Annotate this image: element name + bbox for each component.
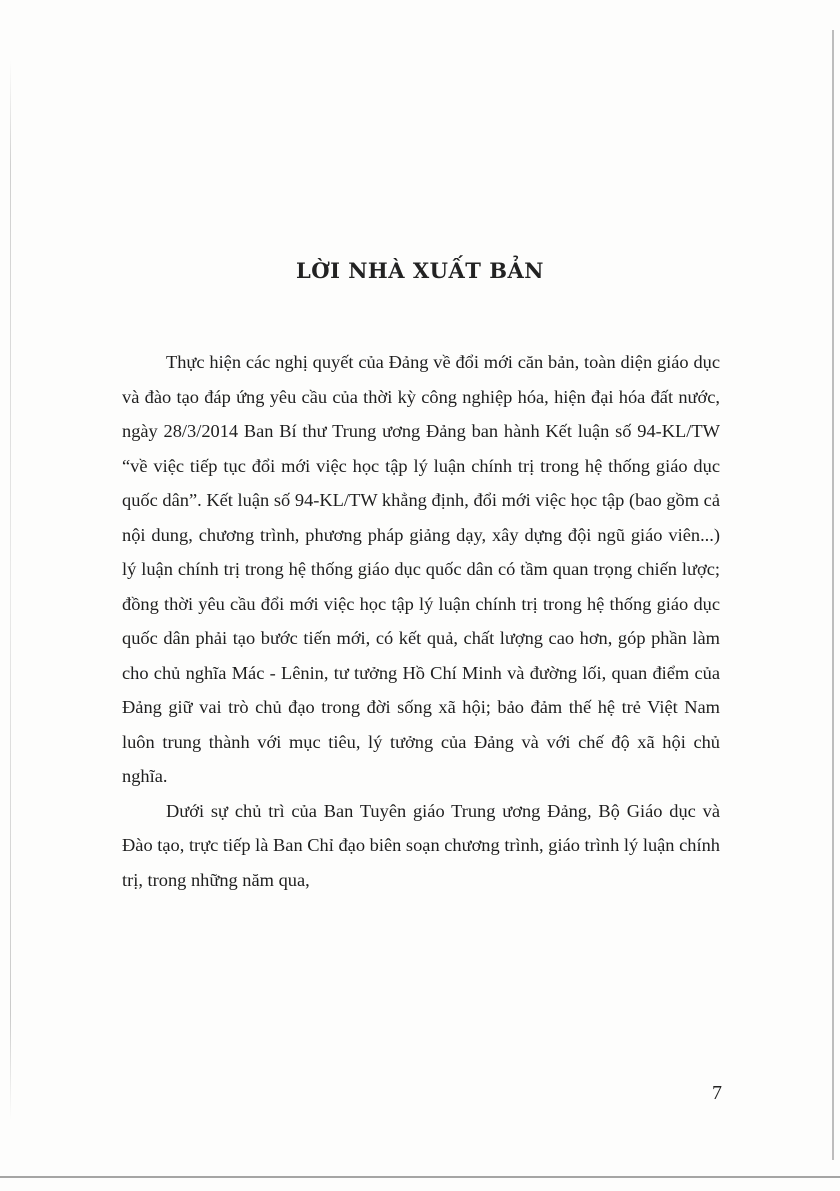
page-number: 7 [712, 1082, 722, 1104]
scan-edge-bottom [0, 1176, 840, 1178]
body-text [122, 345, 720, 897]
scan-edge-right [832, 30, 834, 1160]
scan-edge-left [10, 60, 11, 1120]
paragraph-2: Dưới sự chủ trì của Ban Tuyên giáo Trung ương Đảng, Bộ Giáo dục và Đào tạo, trực tiếp là Ban Chỉ đạo biên soạn chương trình, giáo trình lý luận chính trị, trong những năm qua, [122, 800, 720, 890]
page-title: LỜI NHÀ XUẤT BẢN [296, 258, 544, 283]
paragraph-1: Thực hiện các nghị quyết của Đảng về đổi mới căn bản, toàn diện giáo dục và đào tạo đáp ứng yêu cầu của thời kỳ công nghiệp hóa, hiện đại hóa đất nước, ngày 28/3/2014 Ban Bí thư Trung ương Đảng ban hành Kết luận số 94-KL/TW “về việc tiếp tục đổi mới việc học tập lý luận chính trị trong hệ thống giáo dục quốc dân”. Kết luận số 94-KL/TW khẳng định, đổi mới việc học tập (bao gồm cả nội dung, chương trình, phương pháp giảng dạy, xây dựng đội ngũ giáo viên...) lý luận chính trị trong hệ thống giáo dục quốc dân có tầm quan trọng chiến lược; đồng thời yêu cầu đổi mới việc học tập lý luận chính trị trong hệ thống giáo dục quốc dân phải tạo bước tiến mới, có kết quả, chất lượng cao hơn, góp phần làm cho chủ nghĩa Mác - Lênin, tư tưởng Hồ Chí Minh và đường lối, quan điểm của Đảng giữ vai trò chủ đạo trong đời sống xã hội; bảo đảm thế hệ trẻ Việt Nam luôn trung thành với mục tiêu, lý tưởng của Đảng và với chế độ xã hội chủ nghĩa. [122, 352, 720, 786]
